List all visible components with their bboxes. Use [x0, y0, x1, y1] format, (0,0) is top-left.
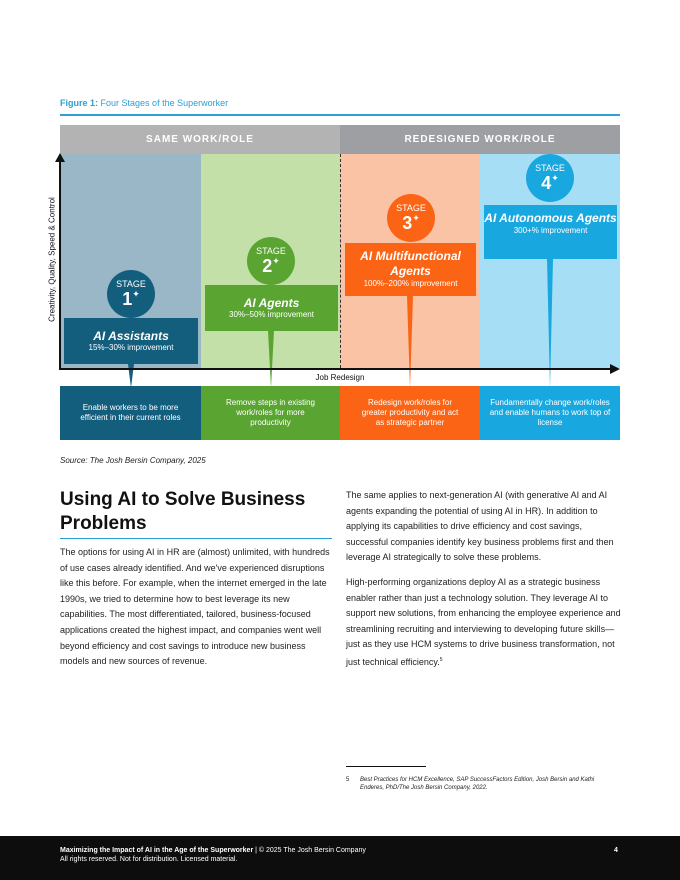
stage-2-badge [247, 237, 295, 285]
stage-4-box [484, 205, 617, 259]
stage-4-number: 4 [541, 173, 552, 193]
stage-1-badge [107, 270, 155, 318]
stage-2-number: 2 [262, 256, 273, 276]
stage-2-name: AI Agents [243, 296, 300, 310]
stage-1-description-box [60, 386, 201, 440]
header-redesigned-work: REDESIGNED WORK/ROLE [340, 125, 620, 154]
stage-2-pointer [268, 331, 274, 388]
section-heading-rule [60, 538, 332, 539]
footnote [346, 776, 616, 792]
footer-rights: All rights reserved. Not for distribution. Licensed material. [60, 856, 238, 863]
stage-2-description: Remove steps in existing work/roles for more productivity [226, 398, 315, 427]
y-axis-arrow [55, 153, 65, 162]
footnote-rule [346, 766, 426, 767]
stage-1-number: 1 [122, 289, 133, 309]
stage-3-word: STAGE [396, 203, 426, 213]
stage-4-name: AI Autonomous Agents [484, 211, 617, 225]
stage-1-description: Enable workers to be more efficient in their current roles [80, 403, 181, 422]
stage-1-word: STAGE [116, 279, 146, 289]
y-axis [59, 160, 61, 370]
sparkles-icon: ✦ [412, 213, 420, 223]
sparkle-icon: ✦ [132, 289, 140, 299]
stage-2-improvement: 30%–50% improvement [229, 310, 314, 319]
x-axis-label: Job Redesign [315, 373, 365, 382]
footnote-reference[interactable]: 5 [439, 656, 443, 663]
stage-3-name: AI Multifunctional Agents [360, 249, 461, 278]
header-same-work: SAME WORK/ROLE [60, 125, 340, 154]
stage-4-word: STAGE [535, 163, 565, 173]
stage-3-description-box [340, 386, 480, 440]
footnote-number: 5 [346, 777, 350, 783]
stage-3-improvement: 100%–200% improvement [363, 279, 458, 288]
stage-3-box [345, 243, 476, 296]
footer-title: Maximizing the Impact of AI in the Age of the Superworker [60, 847, 254, 854]
figure-caption-rule [60, 114, 620, 116]
x-axis-arrow [610, 364, 620, 374]
sparkles-icon: ✦ [272, 256, 280, 266]
footer-line-1 [60, 847, 366, 854]
page-footer [0, 836, 680, 880]
right-paragraph-1: The same applies to next-generation AI (with generative AI and AI agents expanding the potential of using AI in HR). In addition to applying its capabilities to drive efficiency and cost savings, successful companies identify key business problems first and then leverage AI strategically to solve these problems. [346, 490, 614, 563]
section-heading: Using AI to Solve Business Problems [60, 489, 306, 534]
figure-source: Source: The Josh Bersin Company, 2025 [60, 456, 206, 465]
stage-1-name: AI Assistants [93, 329, 169, 343]
stage-3-pointer [407, 296, 413, 388]
stage-4-description: Fundamentally change work/roles and enable humans to work top of license [489, 398, 611, 427]
stage-2-box [205, 285, 338, 331]
work-divider-line [340, 154, 341, 368]
sparkles-icon: ✦ [551, 173, 559, 183]
stage-3-description: Redesign work/roles for greater productivity and act as strategic partner [361, 398, 459, 427]
right-paragraph-2-text: High-performing organizations deploy AI as a strategic business enabler rather than just a technology solution. They leverage AI to support new solutions, from enhancing the employee experience and streamlining recruiting and interviewing to developing future skills—just as they use HCM systems to drive business transformation, not just technical efficiency. [346, 577, 621, 667]
footer-copyright: | © 2025 The Josh Bersin Company [255, 847, 366, 854]
stage-1-box [64, 318, 198, 364]
figure-caption-title: Four Stages of the Superworker [100, 98, 229, 108]
stage-3-number: 3 [402, 213, 413, 233]
figure-caption-label: Figure 1: [60, 98, 99, 108]
stage-1-improvement: 15%–30% improvement [88, 343, 174, 352]
y-axis-label: Creativity, Quality, Speed & Control [47, 197, 57, 322]
x-axis [60, 368, 612, 370]
right-paragraph-2 [346, 575, 622, 671]
stage-4-badge [526, 154, 574, 202]
stage-3-badge [387, 194, 435, 242]
page-number: 4 [614, 847, 618, 854]
stage-2-description-box [201, 386, 340, 440]
figure-caption [60, 98, 228, 108]
stage-4-improvement: 300+% improvement [513, 226, 588, 235]
footnote-text: Best Practices for HCM Excellence, SAP SuccessFactors Edition, Josh Bersin and Kathi Enderes, PhD/The Josh Bersin Company, 2022. [360, 777, 595, 791]
stage-2-word: STAGE [256, 246, 286, 256]
left-paragraph: The options for using AI in HR are (almost) unlimited, with hundreds of use cases already identified. And we've experienced disruptions like this before. For example, when the internet emerged in the late 1990s, we tried to determine how to best leverage its new capabilities. The most differentiated, tailored, business-focused applications created the highest impact, and companies went well beyond efficiency and cost savings to introduce new business models and new sources of revenue. [60, 547, 330, 667]
stage-4-description-box [480, 386, 620, 440]
